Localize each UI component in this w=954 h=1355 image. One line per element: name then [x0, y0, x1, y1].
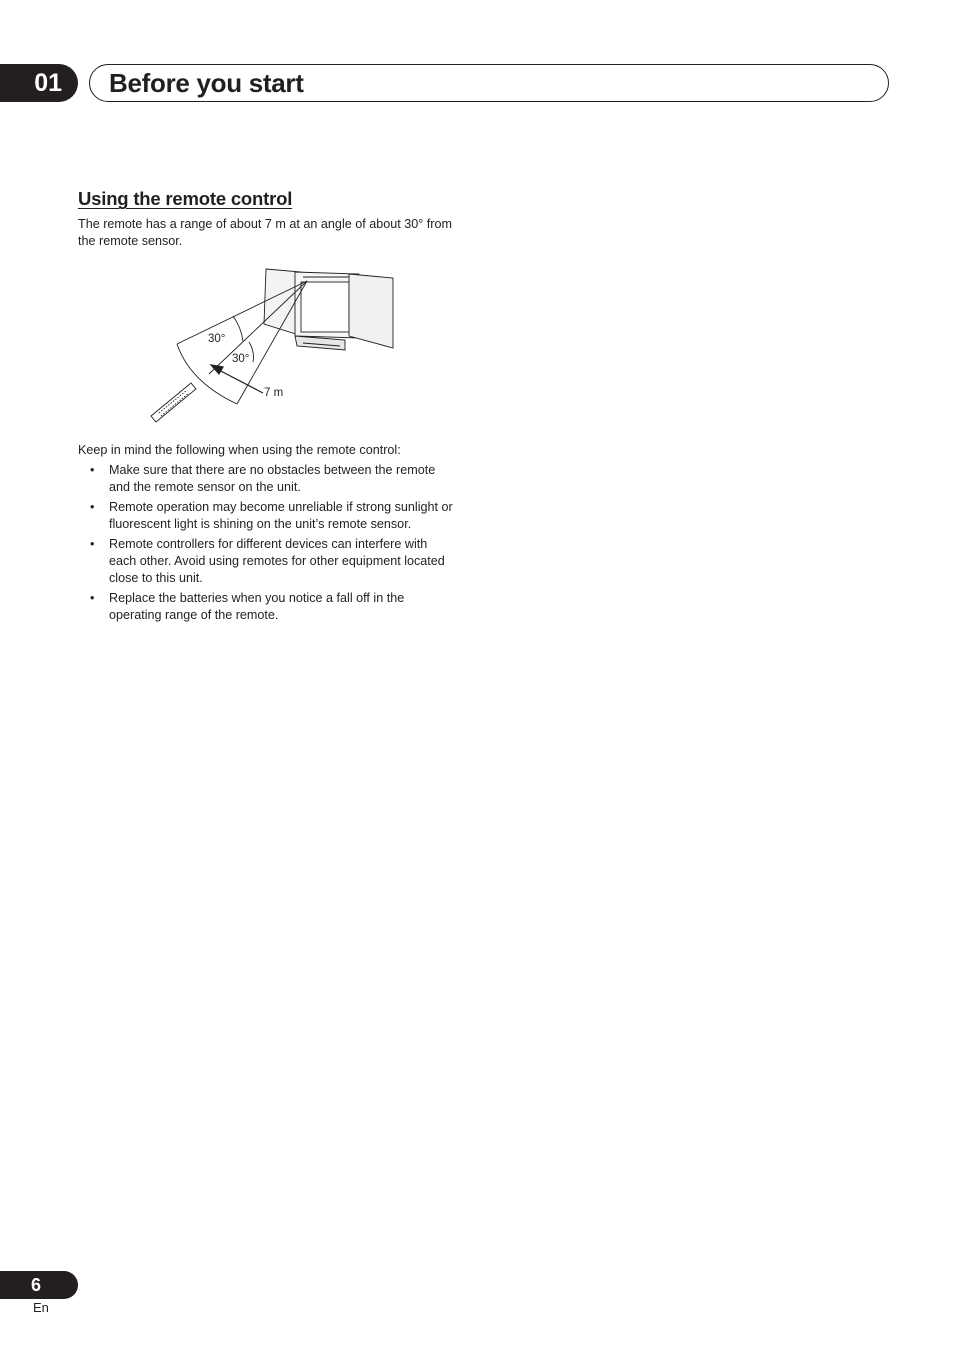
list-item: • Remote controllers for different devices can interfere with each other. Avoid using remotes for other equipment located close to this unit. — [90, 537, 445, 585]
remote-control-illustration — [151, 383, 196, 422]
bullet: • — [90, 463, 95, 477]
distance-arrow — [211, 365, 263, 393]
notes-list — [78, 462, 478, 627]
page-number: 6 — [31, 1275, 42, 1295]
list-item: • Make sure that there are no obstacles between the remote and the remote sensor on the unit. — [90, 463, 436, 494]
bullet: • — [90, 591, 95, 605]
bullet: • — [90, 500, 95, 514]
stereo-unit-illustration — [264, 269, 393, 350]
chapter-title: Before you start — [109, 68, 304, 98]
chapter-title-box — [89, 64, 889, 102]
page-number-tab — [0, 1271, 78, 1299]
distance-label: 7 m — [264, 387, 284, 399]
angle-label-lower: 30° — [232, 353, 250, 365]
chapter-number: 01 — [34, 69, 62, 97]
list-item: • Remote operation may become unreliable if strong sunlight or fluorescent light is shining on the unit’s remote sensor. — [90, 500, 453, 531]
chapter-number-tab — [0, 64, 78, 102]
bullet: • — [90, 537, 95, 551]
list-item: • Replace the batteries when you notice a fall off in the operating range of the remote. — [90, 591, 405, 622]
angle-label-upper: 30° — [208, 333, 226, 345]
section-heading: Using the remote control — [78, 188, 293, 209]
remote-range-diagram — [145, 264, 405, 430]
intro-paragraph: The remote has a range of about 7 m at an angle of about 30° from the remote sensor. — [78, 217, 452, 248]
page-language: En — [33, 1300, 49, 1315]
keep-in-mind-text: Keep in mind the following when using the remote control: — [78, 443, 401, 457]
range-lines — [177, 281, 307, 404]
